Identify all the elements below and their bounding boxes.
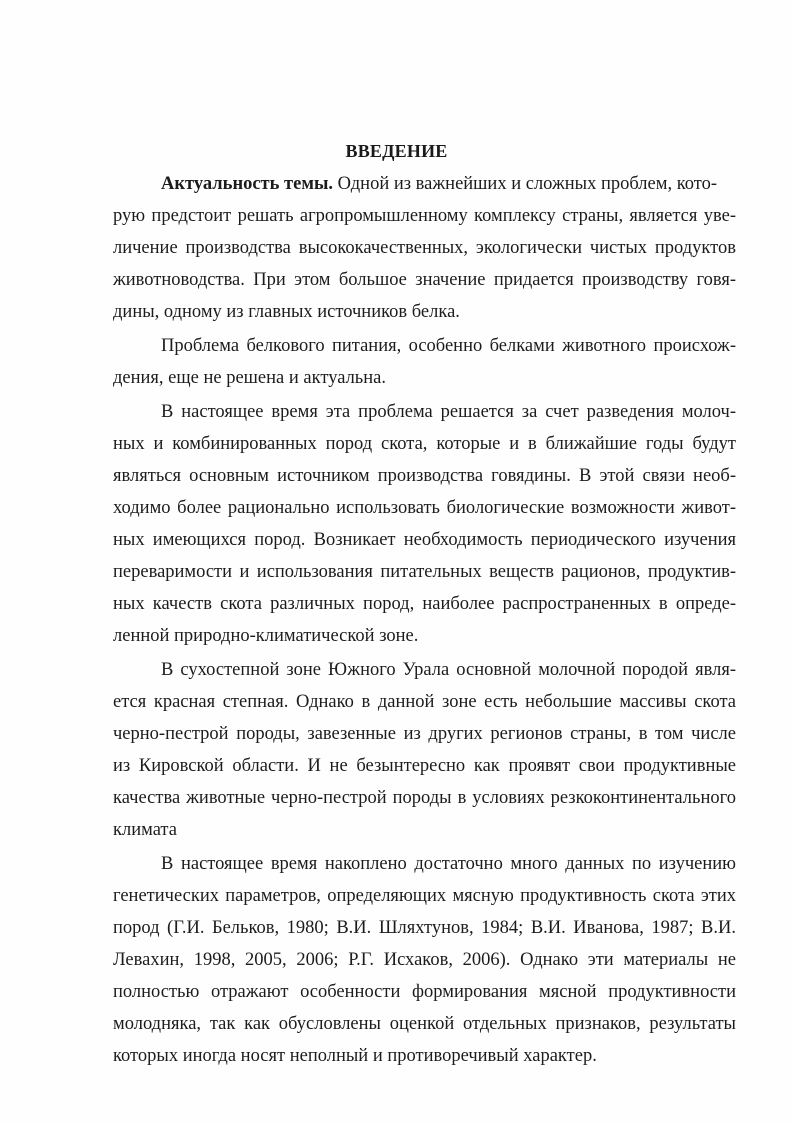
paragraph-5-line-3: пород (Г.И. Бельков, 1980; В.И. Шляхтунов, 1984; В.И. Иванова, 1987; В.И.: [113, 918, 736, 938]
paragraph-3-line-3: являться основным источником производства говядины. В этой связи необ-: [113, 466, 736, 486]
paragraph-1-line-4: животноводства. При этом большое значение придается производству говя-: [113, 270, 736, 290]
paragraph-4-line-2: ется красная степная. Однако в данной зоне есть небольшие массивы скота: [113, 692, 736, 712]
paragraph-4-line-3: черно-пестрой породы, завезенные из других регионов страны, в том числе: [113, 724, 736, 744]
paragraph-4-line-4: из Кировской области. И не безынтересно как проявят свои продуктивные: [113, 756, 736, 776]
paragraph-5-line-1: В настоящее время накоплено достаточно много данных по изучению: [161, 854, 736, 874]
line-text: Одной из важнейших и сложных проблем, кото-: [333, 174, 718, 194]
paragraph-3-line-1: В настоящее время эта проблема решается за счет разведения молоч-: [161, 402, 736, 422]
paragraph-lead: Актуальность темы.: [161, 174, 334, 194]
section-title: ВВЕДЕНИЕ: [345, 141, 448, 161]
paragraph-1-line-1: [161, 172, 736, 196]
paragraph-3-line-4: ходимо более рационально использовать биологические возможности живот-: [113, 498, 736, 518]
paragraph-3-line-7: ных качеств скота различных пород, наиболее распространенных в опреде-: [113, 594, 736, 614]
paragraph-5-line-7: которых иногда носят неполный и противоречивый характер.: [113, 1046, 597, 1066]
paragraph-5-line-6: молодняка, так как обусловлены оценкой отдельных признаков, результаты: [113, 1014, 736, 1034]
paragraph-5-line-5: полностью отражают особенности формирования мясной продуктивности: [113, 982, 736, 1002]
paragraph-4-line-5: качества животные черно-пестрой породы в условиях резкоконтинентального: [113, 788, 736, 808]
paragraph-4-line-6: климата: [113, 820, 177, 840]
paragraph-3-line-8: ленной природно-климатической зоне.: [113, 626, 419, 646]
paragraph-5-line-2: генетических параметров, определяющих мясную продуктивность скота этих: [113, 886, 736, 906]
paragraph-1-line-2: рую предстоит решать агропромышленному комплексу страны, является уве-: [113, 206, 736, 226]
paragraph-2-line-1: Проблема белкового питания, особенно белками животного происхож-: [161, 336, 736, 356]
paragraph-4-line-1: В сухостепной зоне Южного Урала основной молочной породой явля-: [161, 660, 736, 680]
paragraph-1-line-5: дины, одному из главных источников белка.: [113, 302, 460, 322]
paragraph-3-line-5: ных имеющихся пород. Возникает необходимость периодического изучения: [113, 530, 736, 550]
paragraph-3-line-6: переваримости и использования питательных веществ рационов, продуктив-: [113, 562, 736, 582]
paragraph-1-line-3: личение производства высококачественных, экологически чистых продуктов: [113, 238, 736, 258]
paragraph-2-line-2: дения, еще не решена и актуальна.: [113, 368, 386, 388]
paragraph-3-line-2: ных и комбинированных пород скота, которые и в ближайшие годы будут: [113, 434, 736, 454]
paragraph-5-line-4: Левахин, 1998, 2005, 2006; Р.Г. Исхаков, 2006). Однако эти материалы не: [113, 950, 736, 970]
